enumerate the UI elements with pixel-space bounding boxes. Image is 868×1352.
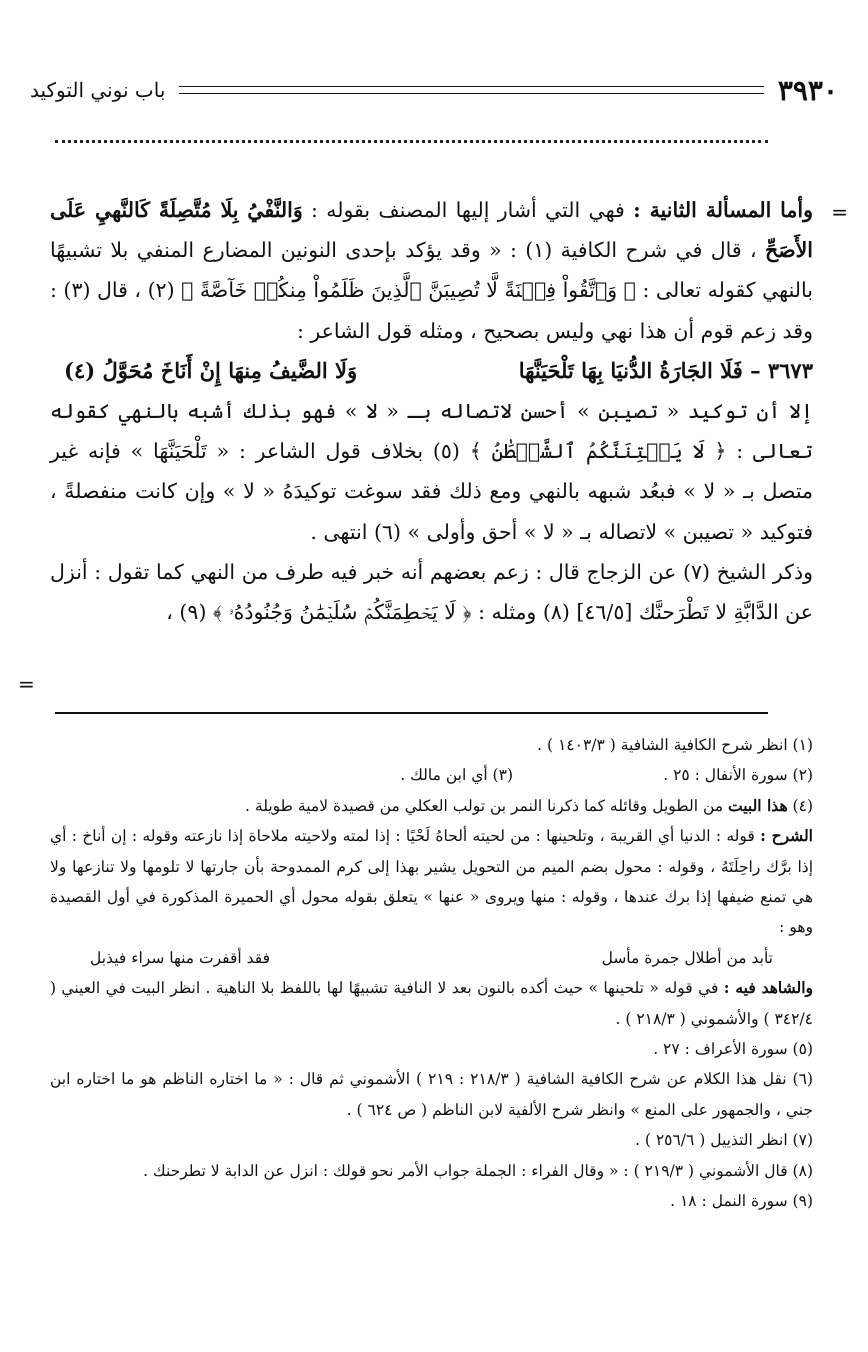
footnote-4-bold: هذا البيت bbox=[728, 795, 788, 815]
shahid-text: في قوله « تلحينها » حيث أكده بالنون بعد لا النافية تشبيهًا لها باللفظ بلا الناهية . انظر البيت في العيني ( ٣٤٢/٤ ) والأشموني ( ٢١٨/٣ ) . bbox=[50, 979, 813, 1028]
page-number: ٣٩٣٠ bbox=[777, 73, 838, 107]
verse-hemistich-1 bbox=[519, 351, 813, 391]
paragraph-1 bbox=[50, 190, 813, 351]
footnote-3: (٣) أي ابن مالك . bbox=[400, 766, 513, 785]
paragraph-3: وذكر الشيخ (٧) عن الزجاج قال : زعم بعضهم أنه خبر فيه طرف من النهي كما تقول : أنزل عن الدَّابَّةِ لا تَطْرَحنَّك [٤٦/٥] (٨) ومثله : ﴿ لَا يَحۡطِمَنَّكُمۡ سُلَيۡمَٰنُ وَجُنُودُهُۥ ﴾ (٩) ، bbox=[50, 559, 814, 625]
footnote-verse-h2: فقد أقفرت منها سراء فيذبل bbox=[90, 948, 271, 967]
running-header bbox=[30, 70, 838, 110]
footnote-4-text: من الطويل وقائله كما ذكرنا النمر بن تولب العكلي من قصيدة لامية طويلة . bbox=[245, 796, 728, 815]
dotted-separator bbox=[55, 140, 768, 143]
chapter-title: باب نوني التوكيد bbox=[30, 78, 166, 102]
sharh-text: قوله : الدنيا أي القريبة ، وتلحينها : من لحيته ألحاهُ لَحْيًا : إذا لمته ولاحيته ملاحاة إذا نازعته وقوله : إن أناخ : أي إذا برَّك راحِلَتَهُ ، وقوله : محول بضم الميم من التحويل يشير بهذا إلى كرم الممدوحة بأن جارتها لا تلومها ولا تنازعها ولا هي تمنع ضيفها إذا برك عندها ، وقوله : منها ويروى « عنها » يتعلق بقوله محول أي الحميرة المذكورة في أول القصيدة وهو : bbox=[50, 827, 813, 937]
footnote-rule bbox=[55, 712, 768, 714]
p1-text-a: فهي التي أشار إليها المصنف بقوله : bbox=[302, 198, 634, 222]
footnote-5: (٥) سورة الأعراف : ٢٧ . bbox=[653, 1040, 813, 1059]
matn-quote: وَالنَّفْيُ بِلَا مُتَّصِلَةً كَالنَّهيِ عَلَى الأَصَحِّ bbox=[50, 198, 813, 263]
footnotes bbox=[50, 730, 813, 1217]
footnote-4 bbox=[50, 791, 813, 821]
footnote-verse bbox=[50, 943, 813, 973]
footnote-2: (٢) سورة الأنفال : ٢٥ . bbox=[663, 766, 813, 785]
sharh-label: الشرح : bbox=[760, 826, 813, 846]
footnote-verse-h1: تأبد من أطلال جمرة مأسل bbox=[601, 948, 773, 967]
section-lead: وأما المسألة الثانية : bbox=[633, 198, 813, 222]
footnote-4-shahid bbox=[50, 973, 813, 1034]
header-rule bbox=[179, 86, 763, 94]
footnote-1: (١) انظر شرح الكافية الشافية ( ١٤٠٣/٣ ) . bbox=[537, 736, 813, 754]
verse-first-half: فَلَا الجَارَةُ الدُّنيَا بِهَا تَلْحَيَنَّهَا bbox=[518, 357, 743, 383]
footnote-9: (٩) سورة النمل : ١٨ . bbox=[670, 1192, 813, 1211]
shahid-label: والشاهد فيه : bbox=[723, 978, 813, 998]
footnote-4-num: (٤) bbox=[787, 796, 813, 815]
verse-hemistich-2: وَلَا الضَّيفُ مِنهَا إِنْ أَنَاخَ مُحَوَّلُ (٤) bbox=[64, 357, 358, 383]
footnote-6: (٦) نقل هذا الكلام عن شرح الكافية الشافية ( ٢١٨/٣ : ٢١٩ ) الأشموني ثم قال : « ما اختاره الناظم هو ما اختاره ابن جني ، والجمهور على المنع » وانظر شرح الألفية لابن الناظم ( ص ٦٢٤ ) . bbox=[50, 1070, 813, 1119]
main-text bbox=[50, 190, 813, 632]
footnote-pair bbox=[50, 760, 813, 790]
poetry-verse bbox=[50, 351, 813, 391]
footnote-4-sharh bbox=[50, 821, 813, 943]
p1-text-b: ، قال في شرح الكافية (١) : « وقد يؤكد بإحدى النونين المضارع المنفي بلا تشبيهًا بالنهي كقوله تعالى : ﴿ وَٱتَّقُواْ فِتۡنَةً لَّا تُصِيبَنَّ ٱلَّذِينَ ظَلَمُواْ مِنكُمۡ خَآصَّةً ﴾ (٢) ، قال (٣) : وقد زعم قوم أن هذا نهي وليس بصحيح ، ومثله قول الشاعر : bbox=[50, 238, 814, 343]
paragraph-2: إلا أن توكيد « تصيبن » أحسن لاتصاله بـ « لا » فهو بذلك أشبه بالنهي كقوله تعالى : ﴿ لَا يَفۡتِنَنَّكُمُ ٱلشَّيۡطَٰنُ ﴾ (٥) بخلاف قول الشاعر : « تَلْحَيَنَّهَا » فإنه غير متصل بـ « لا » فبعُد شبهه بالنهي ومع ذلك فقد سوغت توكيدَهُ « لا » وإن كانت منفصلةً ، فتوكيد « تصيبن » لاتصاله بـ « لا » أحق وأولى » (٦) انتهى . bbox=[50, 399, 813, 544]
margin-mark-bottom: = bbox=[18, 672, 35, 696]
verse-number: ٣٦٧٣ – bbox=[750, 357, 813, 383]
footnote-7: (٧) انظر التذييل ( ٢٥٦/٦ ) . bbox=[634, 1131, 813, 1150]
margin-mark-top: = bbox=[831, 200, 848, 224]
footnote-8: (٨) قال الأشموني ( ٢١٩/٣ ) : « وقال الفراء : الجملة جواب الأمر نحو قولك : انزل عن الدابة لا تطرحنك . bbox=[143, 1161, 813, 1180]
